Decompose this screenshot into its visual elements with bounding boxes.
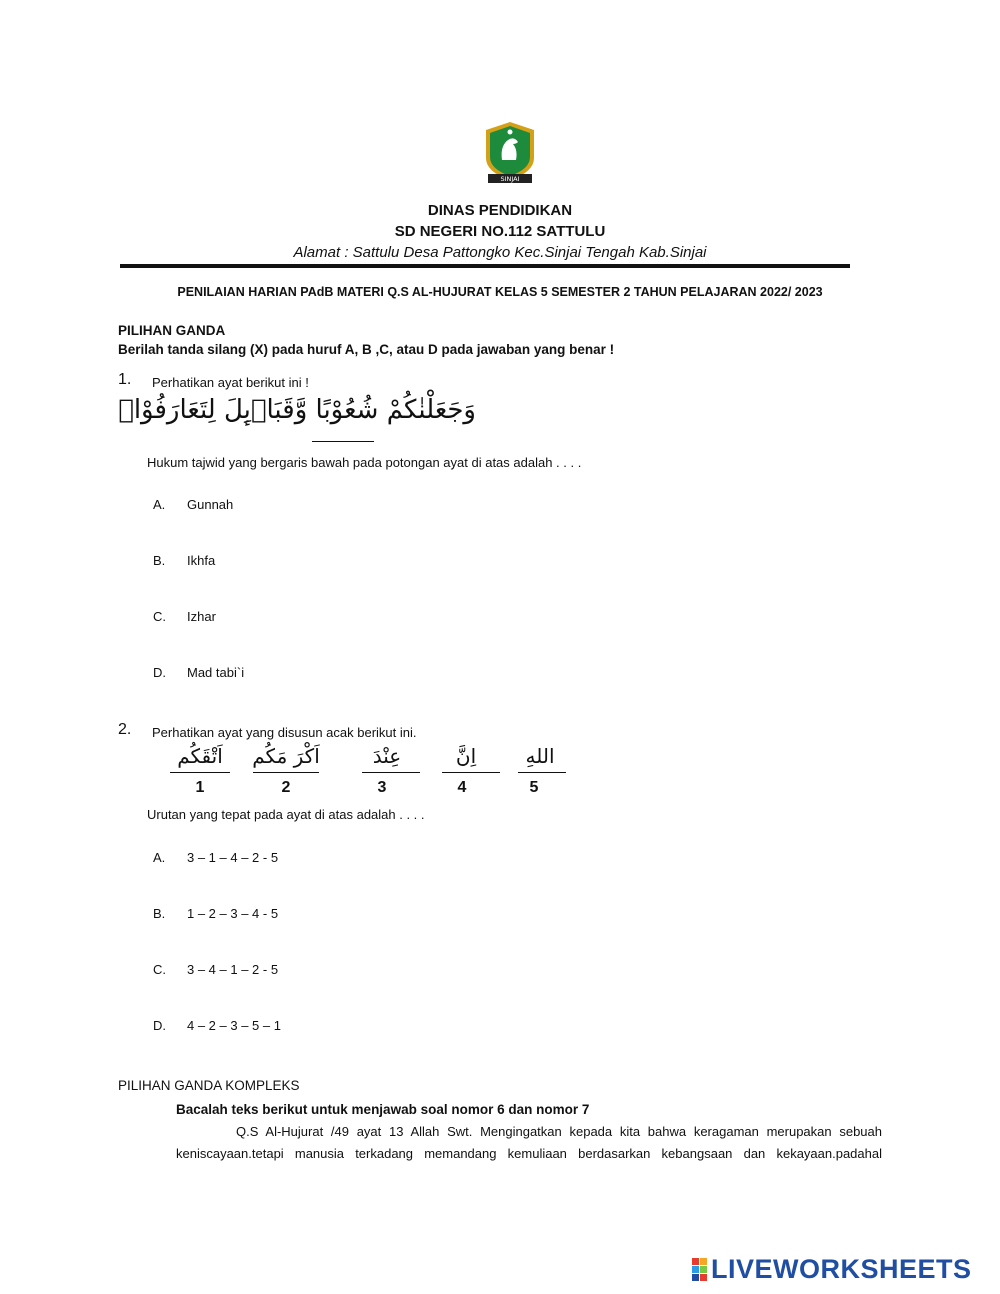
scrambled-word-1: اَتْقَكُم: [177, 744, 223, 768]
reading-paragraph-line-2: keniscayaan.tetapi manusia terkadang memandang kemuliaan berdasarkan kebangsaan dan kekayaan.padahal: [176, 1146, 882, 1161]
word-5-number: 5: [529, 779, 539, 796]
q2-option-b-text[interactable]: 1 – 2 – 3 – 4 - 5: [187, 906, 279, 921]
header-agency: DINAS PENDIDIKAN: [427, 202, 573, 219]
word-2-underline: [253, 772, 319, 773]
q2-option-c-text[interactable]: 3 – 4 – 1 – 2 - 5: [187, 962, 279, 977]
section-instruction: Berilah tanda silang (X) pada huruf A, B ,C, atau D pada jawaban yang benar !: [118, 342, 615, 357]
school-emblem-logo: [480, 120, 540, 186]
header-school-name: SD NEGERI NO.112 SATTULU: [394, 223, 606, 240]
reading-instruction: Bacalah teks berikut untuk menjawab soal nomor 6 dan nomor 7: [176, 1102, 590, 1117]
scrambled-word-2: اَكْرَ مَكُم: [252, 744, 320, 768]
word-1-underline: [170, 772, 230, 773]
q1-option-a-text[interactable]: Gunnah: [187, 497, 234, 512]
question-2-number: 2.: [118, 721, 132, 738]
question-2-prompt: Perhatikan ayat yang disusun acak berikut ini.: [152, 725, 417, 740]
liveworksheets-wordmark: LIVEWORKSHEETS: [711, 1253, 972, 1284]
word-4-number: 4: [457, 779, 467, 796]
scrambled-word-5: اللهِ: [525, 744, 555, 768]
q1-option-b-text[interactable]: Ikhfa: [187, 553, 216, 568]
question-1-prompt: Perhatikan ayat berikut ini !: [152, 375, 309, 390]
word-5-underline: [518, 772, 566, 773]
q1-option-c-text[interactable]: Izhar: [187, 609, 216, 624]
q2-option-d-text[interactable]: 4 – 2 – 3 – 5 – 1: [187, 1018, 281, 1033]
q2-option-d-letter[interactable]: D.: [153, 1018, 166, 1033]
q2-option-a-letter[interactable]: A.: [153, 850, 166, 865]
scrambled-word-4: اِنَّ: [455, 744, 477, 768]
question-1-text: Hukum tajwid yang bergaris bawah pada potongan ayat di atas adalah . . . .: [147, 455, 582, 470]
word-4-underline: [442, 772, 500, 773]
q1-option-d-letter[interactable]: D.: [153, 665, 166, 680]
svg-text:SINJAI: SINJAI: [500, 175, 520, 183]
header-address: Alamat : Sattulu Desa Pattongko Kec.Sinjai Tengah Kab.Sinjai: [293, 244, 707, 261]
question-2-text: Urutan yang tepat pada ayat di atas adalah . . . .: [147, 807, 425, 822]
header-divider: [120, 264, 850, 268]
word-3-underline: [362, 772, 420, 773]
liveworksheets-blocks-icon: [692, 1258, 707, 1281]
liveworksheets-logo[interactable]: [692, 1255, 972, 1283]
word-1-number: 1: [195, 779, 205, 796]
verse-underline: [312, 441, 374, 442]
word-3-number: 3: [377, 779, 387, 796]
q1-option-d-text[interactable]: Mad tabi`i: [187, 665, 245, 680]
q1-option-c-letter[interactable]: C.: [153, 609, 166, 624]
q2-option-b-letter[interactable]: B.: [153, 906, 166, 921]
reading-paragraph-line-1: Q.S Al-Hujurat /49 ayat 13 Allah Swt. Mengingatkan kepada kita bahwa keragaman merupakan sebuah: [236, 1124, 882, 1139]
section-heading-multiple-choice: PILIHAN GANDA: [118, 323, 226, 338]
word-2-number: 2: [281, 779, 291, 796]
q1-option-b-letter[interactable]: B.: [153, 553, 166, 568]
q2-option-a-text[interactable]: 3 – 1 – 4 – 2 - 5: [187, 850, 279, 865]
q1-option-a-letter[interactable]: A.: [153, 497, 166, 512]
scrambled-word-3: عِنْدَ: [372, 744, 402, 768]
exam-title: PENILAIAN HARIAN PAdB MATERI Q.S AL-HUJURAT KELAS 5 SEMESTER 2 TAHUN PELAJARAN 2022/ 2023: [177, 285, 823, 299]
question-1-verse: وَجَعَلْنٰكُمْ شُعُوْبًا وَّقَبَاۤىِٕلَ لِتَعَارَفُوْاۚ: [118, 395, 476, 425]
question-1-number: 1.: [118, 371, 132, 388]
section-heading-complex-choice: PILIHAN GANDA KOMPLEKS: [118, 1078, 300, 1093]
q2-option-c-letter[interactable]: C.: [153, 962, 166, 977]
